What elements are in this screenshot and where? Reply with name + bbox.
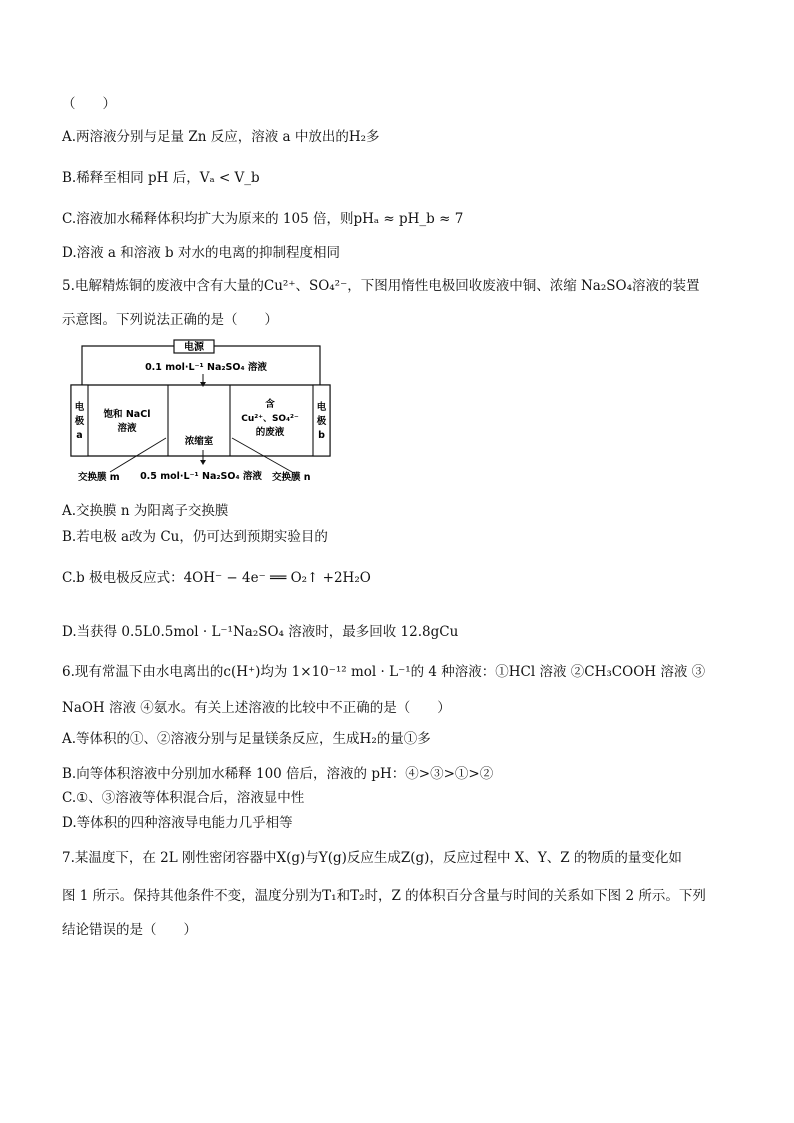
electrolysis-svg [70,338,332,486]
q7-stem-line1: 7.某温度下，在 2L 刚性密闭容器中X(g)与Y(g)反应生成Z(g)，反应过程中 X、Y、Z 的物质的量变化如 [62,850,682,866]
q5-option-d: D.当获得 0.5L0.5mol · L⁻¹Na₂SO₄ 溶液时，最多回收 12.8gCu [62,624,459,640]
pointer-m [110,438,166,472]
electrolysis-diagram [70,338,332,486]
q4-option-b: B.稀释至相同 pH 后，Vₐ < V_b [62,170,260,186]
right-solution-line1: 含 [265,399,275,410]
electrode-a-char2: 极 [74,416,85,427]
middle-label: 浓缩室 [184,436,214,447]
electrode-b-char3: b [318,430,325,441]
q5-stem-line2: 示意图。下列说法正确的是（ ） [62,312,278,328]
q5-option-b: B.若电极 a改为 Cu，仍可达到预期实验目的 [62,529,328,545]
q4-option-a: A.两溶液分别与足量 Zn 反应，溶液 a 中放出的H₂多 [62,129,380,145]
pointer-n [232,438,292,472]
q6-option-a: A.等体积的①、②溶液分别与足量镁条反应，生成H₂的量①多 [62,731,431,747]
electrode-b-char2: 极 [316,416,327,427]
bottom-solution-label: 0.5 mol·L⁻¹ Na₂SO₄ 溶液 [140,471,262,482]
electrode-a-char3: a [76,430,83,441]
q6-option-c: C.①、③溶液等体积混合后，溶液显中性 [62,790,305,806]
electrode-a-char1: 电 [74,402,85,413]
right-solution-line2: Cu²⁺、SO₄²⁻ [241,414,299,424]
q4-option-c: C.溶液加水稀释体积均扩大为原来的 105 倍，则pHₐ ≈ pH_b ≈ 7 [62,211,464,227]
q7-stem-line3: 结论错误的是（ ） [62,922,197,938]
q6-option-b: B.向等体积溶液中分别加水稀释 100 倍后，溶液的 pH：④>③>①>② [62,766,494,782]
q4-option-d: D.溶液 a 和溶液 b 对水的电离的抑制程度相同 [62,245,340,261]
outlet-arrowhead [200,460,206,465]
q4-paren: （ ） [62,96,116,112]
q5-option-c: C.b 极电极反应式：4OH⁻ − 4e⁻ ══ O₂↑ +2H₂O [62,570,371,586]
q7-stem-line2: 图 1 所示。保持其他条件不变，温度分别为T₁和T₂时，Z 的体积百分含量与时间的关系如下图 2 所示。下列 [62,888,706,904]
membrane-n-label: 交换膜 n [272,472,311,483]
q6-stem-line2: NaOH 溶液 ④氨水。有关上述溶液的比较中不正确的是（ ） [62,700,451,716]
top-solution-label: 0.1 mol·L⁻¹ Na₂SO₄ 溶液 [145,362,267,373]
q5-option-a: A.交换膜 n 为阳离子交换膜 [62,503,229,519]
left-solution-line2: 溶液 [117,423,137,434]
power-label: 电源 [184,342,204,353]
q6-option-d: D.等体积的四种溶液导电能力几乎相等 [62,815,293,831]
q6-stem-line1: 6.现有常温下由水电离出的c(H⁺)均为 1×10⁻¹² mol · L⁻¹的 4 种溶液：①HCl 溶液 ②CH₃COOH 溶液 ③ [62,664,706,680]
q5-stem-line1: 5.电解精炼铜的废液中含有大量的Cu²⁺、SO₄²⁻，下图用惰性电极回收废液中铜、浓缩 Na₂SO₄溶液的装置 [62,278,700,294]
left-solution-line1: 饱和 NaCl [103,409,151,420]
membrane-m-label: 交换膜 m [78,472,120,483]
electrode-b-char1: 电 [316,402,327,413]
right-solution-line3: 的废液 [255,427,285,438]
